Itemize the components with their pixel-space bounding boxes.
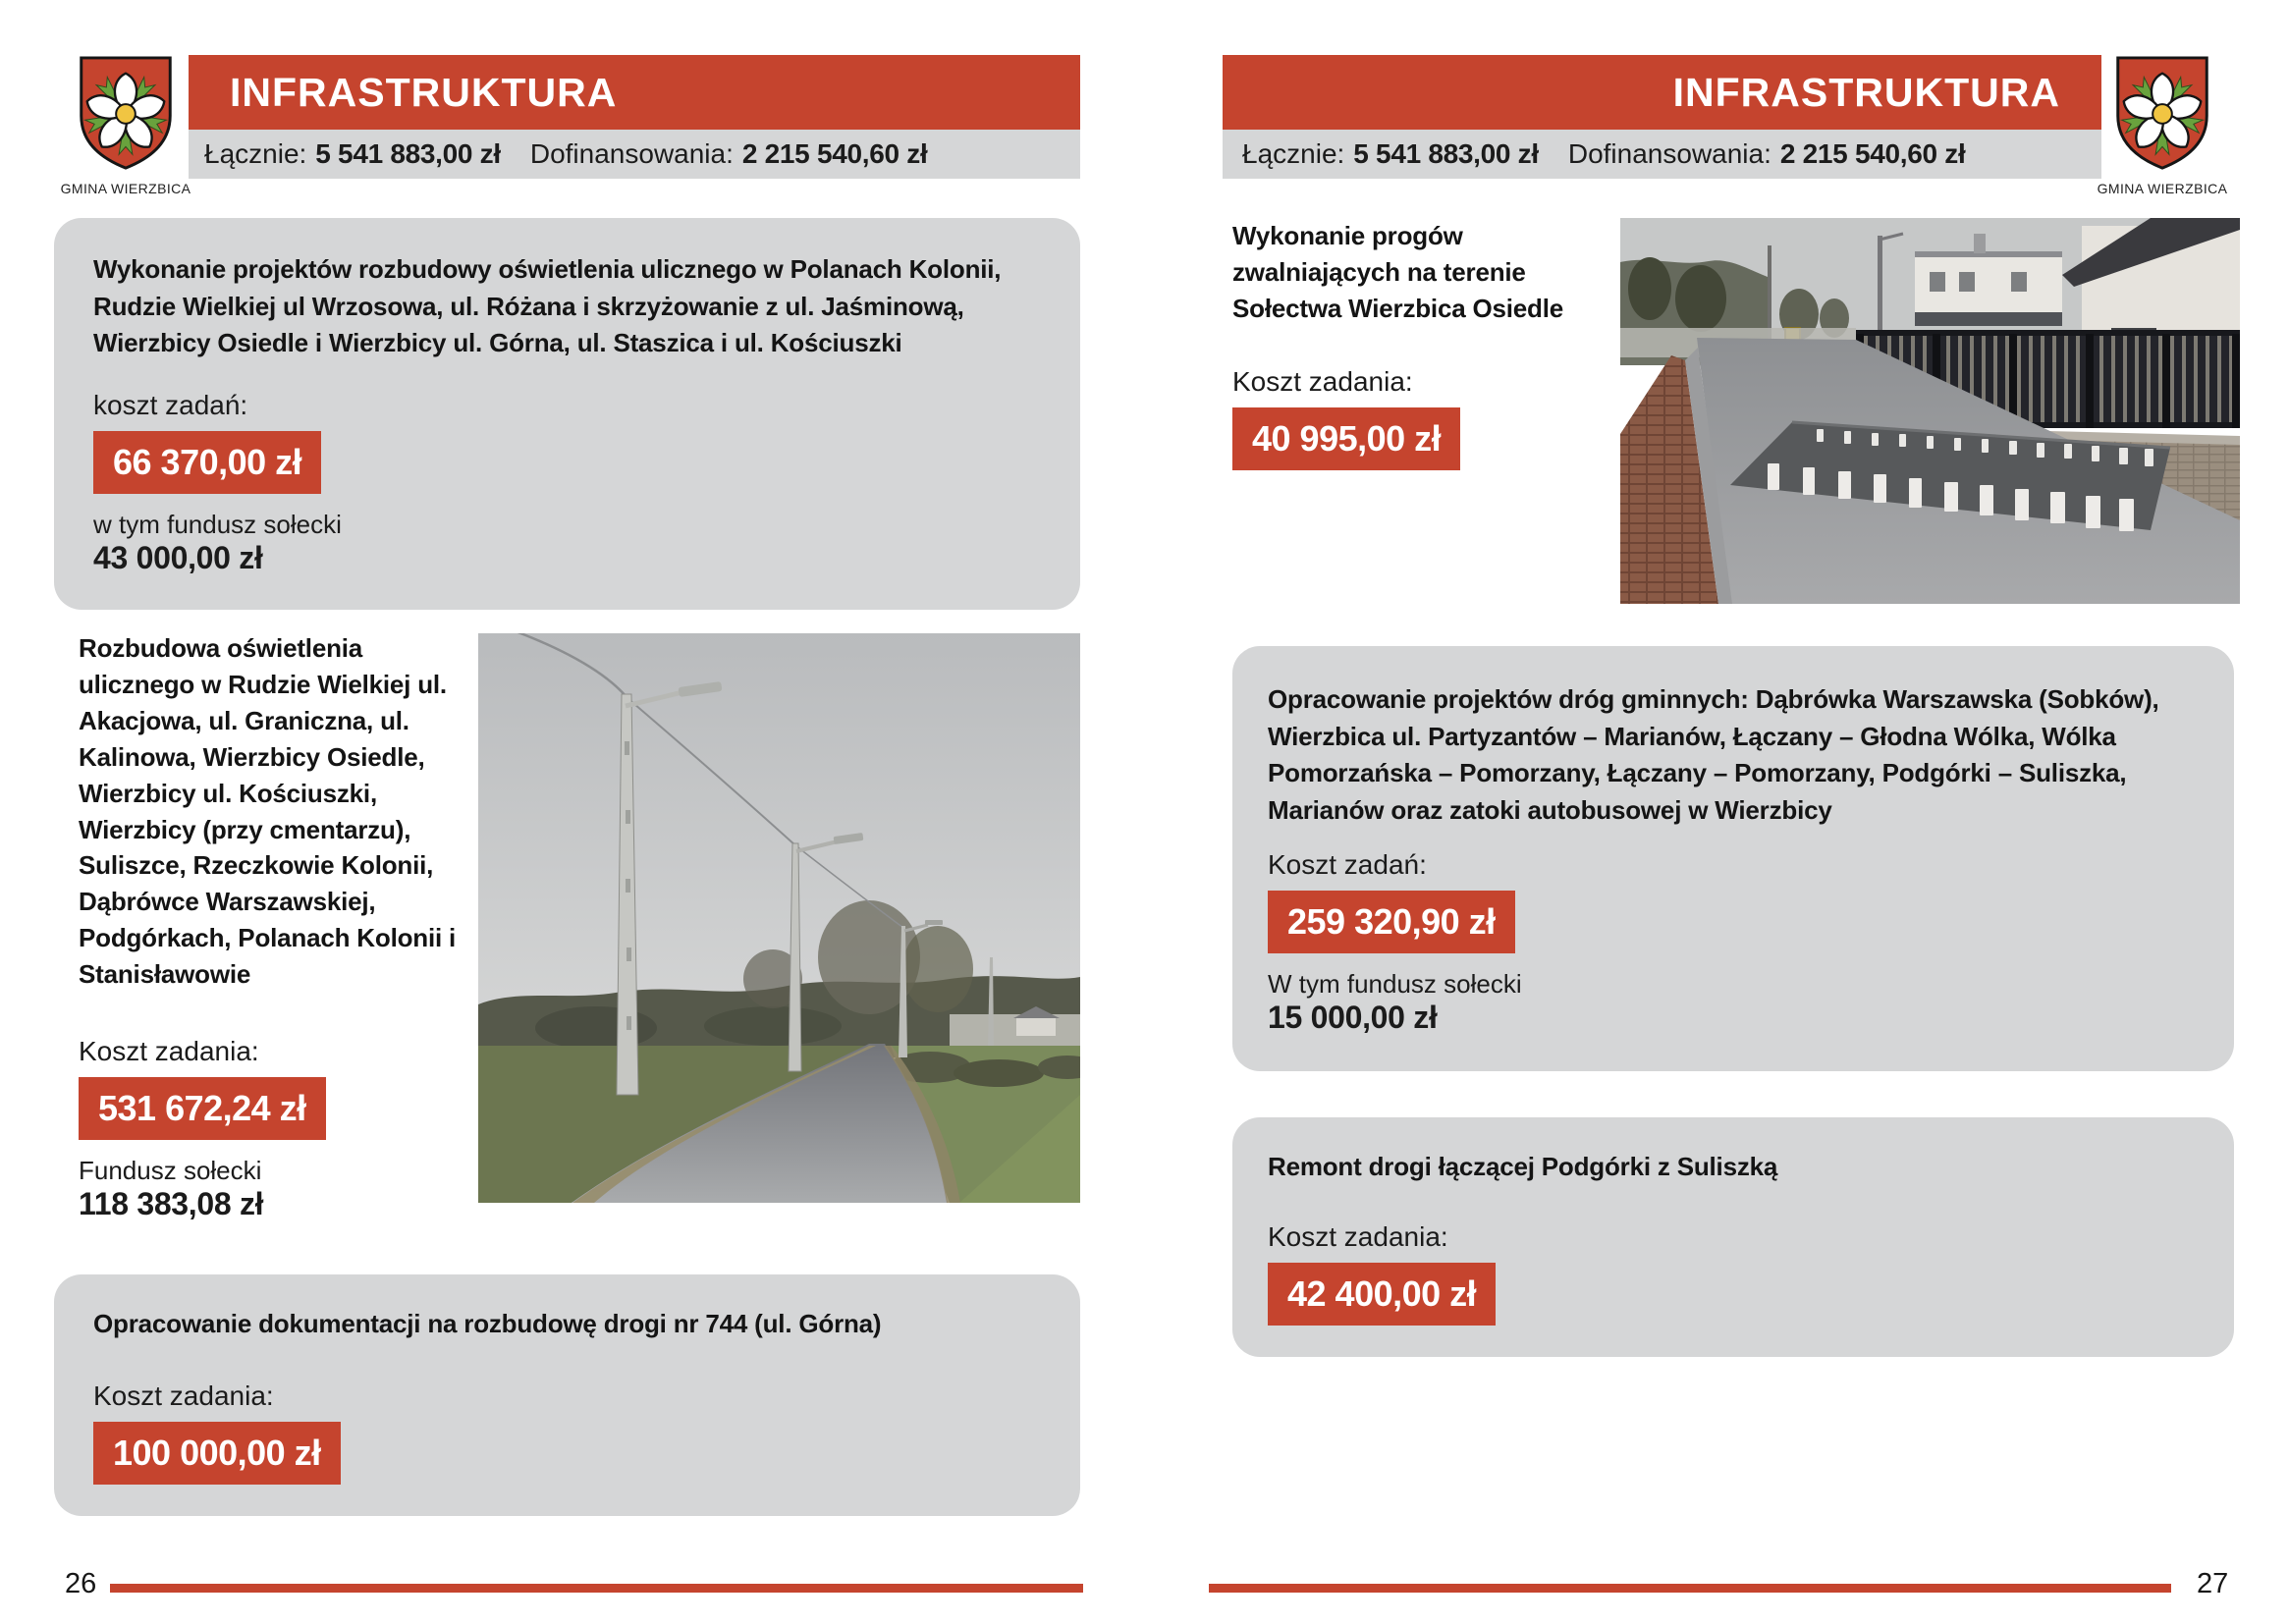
cost-badge: 40 995,00 zł [1232,407,1460,470]
totals-bar [189,130,1080,179]
page-number: 26 [65,1568,97,1599]
cost-label: Koszt zadania: [1232,365,1413,397]
cofinancing-value: 2 215 540,60 zł [741,138,928,169]
crest-shield-icon [2113,54,2211,172]
cost-label: Koszt zadania: [79,1036,259,1067]
project-title: Wykonanie projektów rozbudowy oświetlenia ulicznego w Polanach Kolonii, Rudzie Wielkiej ul Wrzosowa, ul. Różana i skrzyżowanie z ul. Jaśminową, Wierzbicy Osiedle i Wierzbicy ul. Górna, ul. Staszica i ul. Kościuszki [93,254,1002,358]
total-label: Łącznie: [204,138,307,169]
total-value: 5 541 883,00 zł [1353,138,1539,169]
cofinancing-label: Dofinansowania: [1567,138,1771,169]
footer-rule [110,1584,1083,1593]
gmina-wierzbica-crest [2084,54,2241,196]
project-title: Opracowanie projektów dróg gminnych: Dąbrówka Warszawska (Sobków), Wierzbica ul. Partyzantów – Marianów, Łączany – Głodna Wólka, Wólka Pomorzańska – Pomorzany, Łączany – Pomorzany, Podgórki – Suliszka, Marianów oraz zatoki autobusowej w Wierzbicy [1268,684,2159,826]
footer-rule [1209,1584,2171,1593]
street-lighting-photo-illustration [478,633,1080,1203]
infrastruktura-banner [1223,55,2101,130]
cost-badge: 66 370,00 zł [93,431,321,494]
cost-badge: 42 400,00 zł [1268,1263,1496,1326]
banner-title: INFRASTRUKTURA [1672,70,2060,115]
totals-bar [1223,130,2101,179]
project-card-road-744 [54,1274,1080,1516]
cost-label: koszt zadań: [93,390,248,421]
cofinancing-value: 2 215 540,60 zł [1779,138,1966,169]
fund-label: W tym fundusz sołecki [1268,968,1522,999]
cost-label: Koszt zadania: [1268,1220,1448,1252]
total-label: Łącznie: [1242,138,1345,169]
page-number: 27 [2197,1568,2229,1599]
project-card-lighting-designs [54,218,1080,610]
crest-shield-icon [77,54,175,172]
project-card-road-designs [1232,646,2234,1071]
fund-label: w tym fundusz sołecki [93,510,342,540]
banner-title: INFRASTRUKTURA [230,70,618,115]
cost-badge: 531 672,24 zł [79,1077,326,1140]
cost-label: Koszt zadań: [1268,848,1427,880]
fund-value: 118 383,08 zł [79,1186,264,1222]
gmina-wierzbica-crest [47,54,204,196]
project-card-road-repair [1232,1117,2234,1357]
crest-caption: GMINA WIERZBICA [2097,181,2228,196]
project-section-lighting-expansion [79,630,471,1222]
project-title: Wykonanie progów zwalniających na terenie Sołectwa Wierzbica Osiedle [1232,221,1564,323]
speed-bump-photo-illustration [1620,218,2240,604]
cost-label: Koszt zadania: [93,1380,274,1411]
street-lighting-photo [478,633,1080,1203]
fund-value: 43 000,00 zł [93,540,263,576]
project-section-speed-bumps [1232,218,1586,470]
project-title: Rozbudowa oświetlenia ulicznego w Rudzie Wielkiej ul. Akacjowa, ul. Graniczna, ul. Kalinowa, Wierzbicy Osiedle, Wierzbicy ul. Kościuszki, Wierzbicy (przy cmentarzu), Suliszce, Rzeczkowie Kolonii, Dąbrówce Warszawskiej, Podgórkach, Polanach Kolonii i Stanisławowie [79,633,457,990]
cofinancing-label: Dofinansowania: [529,138,734,169]
project-title: Opracowanie dokumentacji na rozbudowę drogi nr 744 (ul. Górna) [93,1309,882,1338]
infrastruktura-banner [189,55,1080,130]
fund-value: 15 000,00 zł [1268,999,1438,1035]
cost-badge: 100 000,00 zł [93,1422,341,1485]
total-value: 5 541 883,00 zł [315,138,501,169]
fund-label: Fundusz sołecki [79,1156,262,1186]
cost-badge: 259 320,90 zł [1268,891,1515,953]
crest-caption: GMINA WIERZBICA [60,181,191,196]
speed-bump-photo [1620,218,2240,604]
project-title: Remont drogi łączącej Podgórki z Suliszką [1268,1152,1778,1181]
